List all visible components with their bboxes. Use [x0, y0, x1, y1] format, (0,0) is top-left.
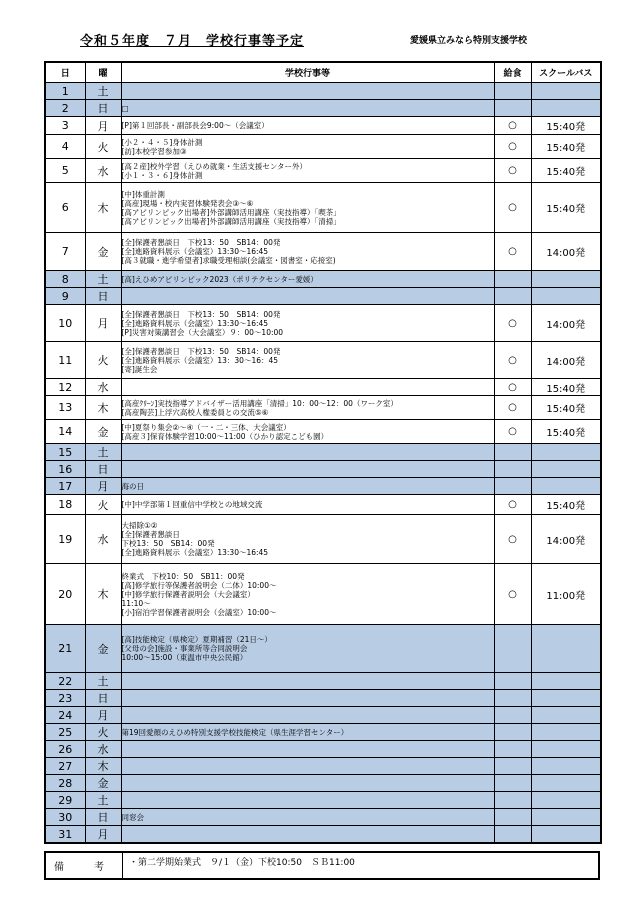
lunch-cell: ○	[494, 396, 531, 420]
events-cell	[121, 135, 494, 159]
day-cell: 25	[45, 724, 85, 741]
day-cell: 19	[45, 515, 85, 564]
weekday-cell: 日	[85, 809, 121, 826]
lunch-cell	[494, 724, 531, 741]
events-cell	[121, 478, 494, 495]
day-cell: 13	[45, 396, 85, 420]
bus-cell	[531, 444, 601, 461]
event-line: [高３就職・進学希望者]求職受理相談(会議室・図書室・応接室)	[121, 256, 336, 265]
event-line: [高産ｸﾘｰﾝ]実技指導アドバイザー活用講座「清掃」10：00～12：00（ワーク室）	[121, 398, 398, 408]
events-cell	[121, 288, 494, 305]
day-cell: 14	[45, 420, 85, 444]
table-row	[45, 515, 601, 564]
lunch-cell: ○	[494, 564, 531, 625]
table-row	[45, 183, 601, 233]
event-line: [全]進路資料展示（会議室）13:30～16:45	[121, 318, 269, 328]
event-line: 海の日	[121, 481, 144, 491]
weekday-cell: 日	[85, 690, 121, 707]
lunch-cell: ○	[494, 233, 531, 271]
col-lunch: 給食	[494, 62, 531, 83]
table-row	[45, 420, 601, 444]
weekday-cell: 月	[85, 117, 121, 135]
day-cell: 8	[45, 271, 85, 288]
event-line: 大掃除①②	[121, 521, 158, 530]
table-row	[45, 495, 601, 515]
events-cell	[121, 159, 494, 183]
lunch-cell	[494, 83, 531, 100]
bus-cell	[531, 775, 601, 792]
event-line: [高産]現場・校内実習体験発表会③～⑥	[121, 198, 254, 208]
day-cell: 6	[45, 183, 85, 233]
events-cell	[121, 564, 494, 625]
table-row	[45, 396, 601, 420]
weekday-cell: 土	[85, 673, 121, 690]
day-cell: 3	[45, 117, 85, 135]
day-cell: 28	[45, 775, 85, 792]
header-row	[45, 62, 601, 83]
table-row	[45, 288, 601, 305]
weekday-cell: 月	[85, 826, 121, 844]
table-row	[45, 625, 601, 673]
weekday-cell: 火	[85, 724, 121, 741]
bus-cell: 15:40発	[531, 117, 601, 135]
weekday-cell: 土	[85, 444, 121, 461]
schedule-body	[45, 83, 601, 844]
lunch-cell: ○	[494, 305, 531, 342]
bus-cell	[531, 792, 601, 809]
day-cell: 10	[45, 305, 85, 342]
day-cell: 20	[45, 564, 85, 625]
day-cell: 4	[45, 135, 85, 159]
weekday-cell: 木	[85, 758, 121, 775]
day-cell: 5	[45, 159, 85, 183]
day-cell: 7	[45, 233, 85, 271]
events-cell	[121, 117, 494, 135]
event-line: [小]宿泊学習保護者説明会（会議室）10:00～	[121, 607, 277, 617]
lunch-cell	[494, 271, 531, 288]
lunch-cell: ○	[494, 515, 531, 564]
day-cell: 31	[45, 826, 85, 844]
weekday-cell: 木	[85, 183, 121, 233]
col-weekday: 曜	[85, 62, 121, 83]
bus-cell: 14:00発	[531, 233, 601, 271]
table-row	[45, 758, 601, 775]
col-bus: スクールバス	[531, 62, 601, 83]
weekday-cell: 火	[85, 342, 121, 379]
event-line: [P]第１回部長・副部長会9:00～（会議室）	[121, 121, 269, 130]
day-cell: 22	[45, 673, 85, 690]
weekday-cell: 月	[85, 707, 121, 724]
table-row	[45, 135, 601, 159]
bus-cell: 14:00発	[531, 342, 601, 379]
table-row	[45, 233, 601, 271]
bus-cell	[531, 690, 601, 707]
table-row	[45, 826, 601, 844]
bus-cell	[531, 478, 601, 495]
page-title: 令和５年度 ７月 学校行事等予定	[80, 34, 305, 49]
lunch-cell	[494, 809, 531, 826]
table-row	[45, 342, 601, 379]
event-line: [高]えひめアビリンピック2023（ポリテクセンター愛媛）	[121, 274, 318, 284]
event-line: 第19回愛顔のえひめ特別支援学校技能検定（県生涯学習センター）	[121, 727, 349, 737]
table-row	[45, 707, 601, 724]
bus-cell: 11:00発	[531, 564, 601, 625]
event-line: [全]保護者懇談日 下校13：50 SB14：00発	[121, 309, 281, 319]
day-cell: 17	[45, 478, 85, 495]
table-row	[45, 792, 601, 809]
lunch-cell	[494, 758, 531, 775]
event-line: [中]夏祭り集会②～④（一・二・三体、大会議室）	[121, 422, 291, 432]
bus-cell	[531, 271, 601, 288]
weekday-cell: 木	[85, 396, 121, 420]
events-cell	[121, 792, 494, 809]
bus-cell: 15:40発	[531, 396, 601, 420]
weekday-cell: 日	[85, 100, 121, 117]
day-cell: 15	[45, 444, 85, 461]
event-line: [訪]本校学習参加③	[121, 146, 187, 156]
bus-cell: 15:40発	[531, 420, 601, 444]
bus-cell	[531, 83, 601, 100]
events-cell	[121, 826, 494, 844]
event-line: [全]進路資料展示（会議室）13：30～16：45	[121, 355, 279, 365]
day-cell: 30	[45, 809, 85, 826]
event-line: [小２・４・５]身体計測	[121, 137, 203, 147]
event-line: [小１・３・６]身体計測	[121, 170, 203, 180]
weekday-cell: 水	[85, 379, 121, 396]
events-cell	[121, 690, 494, 707]
bus-cell	[531, 707, 601, 724]
day-cell: 29	[45, 792, 85, 809]
weekday-cell: 木	[85, 564, 121, 625]
events-cell	[121, 420, 494, 444]
lunch-cell	[494, 625, 531, 673]
lunch-cell	[494, 461, 531, 478]
events-cell	[121, 775, 494, 792]
weekday-cell: 土	[85, 83, 121, 100]
event-line: [中]中学部第１回重信中学校との地域交流	[121, 500, 263, 509]
table-row	[45, 159, 601, 183]
remarks-box	[44, 851, 600, 880]
events-cell	[121, 100, 494, 117]
day-cell: 16	[45, 461, 85, 478]
event-line: [中]修学旅行保護者説明会（大会議室）	[121, 589, 255, 599]
table-row	[45, 741, 601, 758]
event-line: 終業式 下校10：50 SB11：00発	[121, 571, 245, 581]
bus-cell	[531, 461, 601, 478]
event-line: □	[121, 103, 129, 113]
table-row	[45, 673, 601, 690]
events-cell	[121, 625, 494, 673]
event-line: [高産陶芸]上浮穴高校人権委員との交流⑤⑥	[121, 407, 269, 417]
table-row	[45, 809, 601, 826]
weekday-cell: 金	[85, 233, 121, 271]
events-cell	[121, 495, 494, 515]
table-row	[45, 117, 601, 135]
table-row	[45, 724, 601, 741]
lunch-cell: ○	[494, 183, 531, 233]
lunch-cell: ○	[494, 420, 531, 444]
event-line: [全]保護者懇談日 下校13：50 SB14：00発	[121, 238, 281, 247]
weekday-cell: 火	[85, 495, 121, 515]
bus-cell: 14:00発	[531, 515, 601, 564]
event-line: 同窓会	[121, 812, 144, 822]
lunch-cell: ○	[494, 135, 531, 159]
event-line: [P]災害対策講習会（大会議室）９：00～10:00	[121, 327, 284, 337]
weekday-cell: 土	[85, 792, 121, 809]
events-cell	[121, 396, 494, 420]
schedule-table	[44, 61, 602, 844]
table-row	[45, 83, 601, 100]
bus-cell	[531, 100, 601, 117]
table-row	[45, 271, 601, 288]
event-line: [高アビリンピック出場者]外部講師活用講座（実技指導）「清掃」	[121, 216, 341, 226]
lunch-cell: ○	[494, 159, 531, 183]
day-cell: 18	[45, 495, 85, 515]
bus-cell	[531, 673, 601, 690]
bus-cell	[531, 826, 601, 844]
events-cell	[121, 305, 494, 342]
events-cell	[121, 83, 494, 100]
day-cell: 2	[45, 100, 85, 117]
lunch-cell: ○	[494, 342, 531, 379]
lunch-cell	[494, 741, 531, 758]
weekday-cell: 土	[85, 271, 121, 288]
bus-cell	[531, 288, 601, 305]
lunch-cell	[494, 478, 531, 495]
events-cell	[121, 271, 494, 288]
day-cell: 1	[45, 83, 85, 100]
event-line: [全]保護者懇談日 下校13：50 SB14：00発	[121, 346, 281, 356]
events-cell	[121, 444, 494, 461]
bus-cell: 15:40発	[531, 159, 601, 183]
events-cell	[121, 515, 494, 564]
events-cell	[121, 183, 494, 233]
events-cell	[121, 724, 494, 741]
events-cell	[121, 673, 494, 690]
events-cell	[121, 461, 494, 478]
lunch-cell: ○	[494, 379, 531, 396]
bus-cell	[531, 724, 601, 741]
bus-cell	[531, 809, 601, 826]
bus-cell: 15:40発	[531, 135, 601, 159]
event-line: [高アビリンピック出場者]外部講師活用講座（実技指導）「喫茶」	[121, 207, 341, 217]
remarks-label: 備 考	[46, 853, 123, 878]
bus-cell	[531, 625, 601, 673]
lunch-cell	[494, 775, 531, 792]
weekday-cell: 水	[85, 515, 121, 564]
events-cell	[121, 707, 494, 724]
lunch-cell: ○	[494, 117, 531, 135]
event-line: 10:00～15:00（東温市中央公民館）	[121, 653, 248, 662]
events-cell	[121, 758, 494, 775]
table-row	[45, 564, 601, 625]
weekday-cell: 水	[85, 159, 121, 183]
event-line: [高産３]保育体験学習10:00～11:00（ひかり認定こども園）	[121, 431, 329, 441]
lunch-cell	[494, 673, 531, 690]
bus-cell: 15:40発	[531, 183, 601, 233]
events-cell	[121, 809, 494, 826]
event-line: [高]技能検定（県検定）夏期補習（21日～）	[121, 635, 272, 644]
events-cell	[121, 379, 494, 396]
lunch-cell	[494, 100, 531, 117]
event-line: [寄]誕生会	[121, 364, 158, 374]
weekday-cell: 金	[85, 625, 121, 673]
bus-cell: 14:00発	[531, 305, 601, 342]
bus-cell	[531, 741, 601, 758]
table-row	[45, 775, 601, 792]
lunch-cell	[494, 288, 531, 305]
event-line: 下校13：50 SB14：00発	[121, 539, 215, 548]
lunch-cell	[494, 444, 531, 461]
day-cell: 27	[45, 758, 85, 775]
weekday-cell: 金	[85, 420, 121, 444]
bus-cell: 15:40発	[531, 495, 601, 515]
lunch-cell: ○	[494, 495, 531, 515]
events-cell	[121, 233, 494, 271]
weekday-cell: 火	[85, 135, 121, 159]
day-cell: 12	[45, 379, 85, 396]
table-row	[45, 379, 601, 396]
event-line: [中]体重計測	[121, 189, 165, 199]
col-day: 日	[45, 62, 85, 83]
bus-cell	[531, 758, 601, 775]
weekday-cell: 日	[85, 288, 121, 305]
event-line: [高]修学旅行等保護者説明会（二体）10:00～	[121, 580, 277, 590]
table-row	[45, 100, 601, 117]
event-line: [全]進路資料展示（会議室）13:30～16:45	[121, 548, 269, 557]
day-cell: 24	[45, 707, 85, 724]
day-cell: 26	[45, 741, 85, 758]
table-row	[45, 305, 601, 342]
day-cell: 21	[45, 625, 85, 673]
weekday-cell: 金	[85, 775, 121, 792]
weekday-cell: 月	[85, 305, 121, 342]
col-events: 学校行事等	[121, 62, 494, 83]
events-cell	[121, 741, 494, 758]
event-line: [父母の会]施設・事業所等合同説明会	[121, 644, 248, 653]
day-cell: 23	[45, 690, 85, 707]
weekday-cell: 日	[85, 461, 121, 478]
school-name: 愛媛県立みなら特別支援学校	[410, 36, 528, 46]
lunch-cell	[494, 707, 531, 724]
table-row	[45, 690, 601, 707]
table-row	[45, 444, 601, 461]
events-cell	[121, 342, 494, 379]
event-line: [高２産]校外学習（えひめ就業・生活支援センター外）	[121, 161, 308, 171]
event-line: [全]保護者懇談日	[121, 530, 180, 539]
lunch-cell	[494, 690, 531, 707]
lunch-cell	[494, 826, 531, 844]
lunch-cell	[494, 792, 531, 809]
event-line: 11:10～	[121, 598, 151, 608]
remarks-text: ・第二学期始業式 ９/１（金）下校10:50 ＳＢ11:00	[129, 858, 355, 868]
day-cell: 9	[45, 288, 85, 305]
table-row	[45, 461, 601, 478]
day-cell: 11	[45, 342, 85, 379]
weekday-cell: 水	[85, 741, 121, 758]
event-line: [全]進路資料展示（会議室）13:30～16:45	[121, 247, 269, 256]
table-row	[45, 478, 601, 495]
bus-cell: 15:40発	[531, 379, 601, 396]
weekday-cell: 月	[85, 478, 121, 495]
